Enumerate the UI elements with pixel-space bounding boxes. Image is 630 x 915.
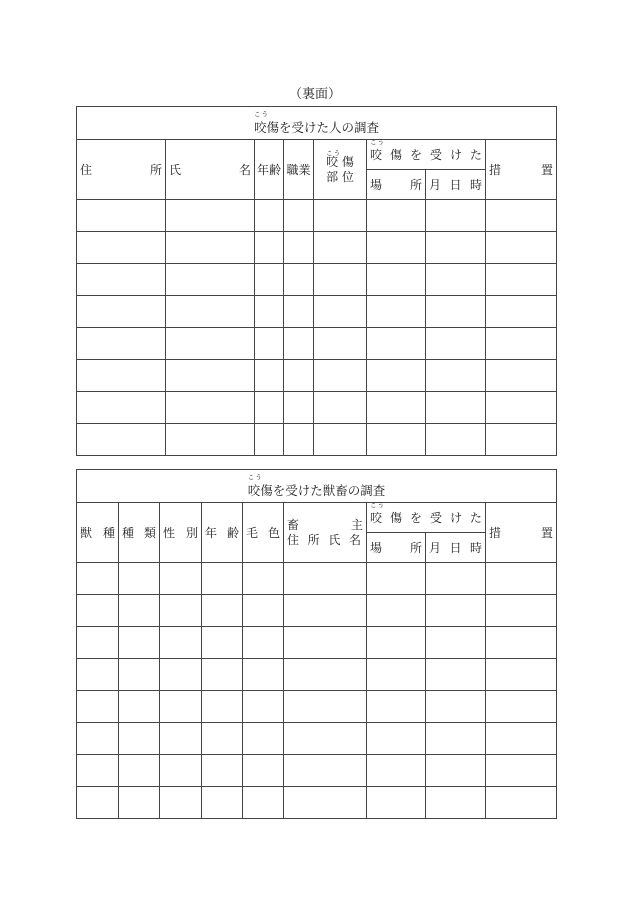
blank-cell[interactable] [486, 755, 557, 787]
blank-cell[interactable] [166, 232, 255, 264]
blank-cell[interactable] [243, 563, 284, 595]
header-owner: 畜 主 住 所 氏 名 [284, 503, 367, 563]
blank-cell[interactable] [426, 424, 486, 456]
blank-cell[interactable] [166, 328, 255, 360]
table-row [77, 563, 557, 595]
blank-cell[interactable] [367, 787, 426, 819]
blank-cell[interactable] [202, 755, 243, 787]
header-age: 年 齢 [202, 503, 243, 563]
blank-cell[interactable] [166, 200, 255, 232]
blank-cell[interactable] [160, 755, 202, 787]
caption-text: 咬傷を受けた獣畜の調査 [247, 483, 386, 498]
blank-cell[interactable] [166, 392, 255, 424]
blank-cell[interactable] [160, 691, 202, 723]
blank-cell[interactable] [426, 627, 486, 659]
blank-cell[interactable] [243, 659, 284, 691]
blank-cell[interactable] [314, 200, 367, 232]
blank-cell[interactable] [426, 723, 486, 755]
blank-cell[interactable] [426, 787, 486, 819]
blank-cell[interactable] [426, 200, 486, 232]
table-row [77, 296, 557, 328]
header-datetime: 月 日 時 [426, 533, 486, 563]
blank-cell[interactable] [77, 424, 166, 456]
table-row [77, 787, 557, 819]
animal-table-caption [77, 470, 557, 503]
header-name: 氏 名 [166, 140, 255, 200]
blank-cell[interactable] [367, 200, 426, 232]
header-bite-part: こう 咬 傷 部 位 [314, 140, 367, 200]
blank-cell[interactable] [202, 659, 243, 691]
blank-cell[interactable] [77, 595, 119, 627]
blank-cell[interactable] [255, 264, 284, 296]
blank-cell[interactable] [243, 755, 284, 787]
blank-cell[interactable] [77, 563, 119, 595]
blank-cell[interactable] [486, 392, 557, 424]
blank-cell[interactable] [255, 328, 284, 360]
blank-cell[interactable] [367, 723, 426, 755]
blank-cell[interactable] [160, 595, 202, 627]
caption-text: 咬傷を受けた人の調査 [253, 120, 379, 135]
blank-cell[interactable] [367, 296, 426, 328]
blank-cell[interactable] [284, 755, 367, 787]
blank-cell[interactable] [486, 691, 557, 723]
blank-cell[interactable] [426, 264, 486, 296]
blank-cell[interactable] [367, 360, 426, 392]
blank-cell[interactable] [255, 200, 284, 232]
blank-cell[interactable] [160, 563, 202, 595]
blank-cell[interactable] [486, 627, 557, 659]
blank-cell[interactable] [426, 595, 486, 627]
blank-cell[interactable] [284, 296, 314, 328]
table-row [77, 595, 557, 627]
blank-cell[interactable] [77, 392, 166, 424]
header-place: 場 所 [367, 533, 426, 563]
blank-cell[interactable] [243, 691, 284, 723]
page-title: （裏面） [288, 87, 341, 102]
blank-cell[interactable] [160, 787, 202, 819]
blank-cell[interactable] [284, 627, 367, 659]
blank-cell[interactable] [160, 723, 202, 755]
header-measures: 措 置 [486, 503, 557, 563]
blank-cell[interactable] [486, 264, 557, 296]
blank-cell[interactable] [77, 787, 119, 819]
blank-cell[interactable] [77, 200, 166, 232]
blank-cell[interactable] [243, 627, 284, 659]
blank-cell[interactable] [426, 296, 486, 328]
header-coat-color: 毛 色 [243, 503, 284, 563]
table-row [77, 627, 557, 659]
blank-cell[interactable] [284, 200, 314, 232]
header-occupation: 職業 [284, 140, 314, 200]
blank-cell[interactable] [284, 723, 367, 755]
animal-bite-survey-table [76, 469, 557, 819]
table-row [77, 360, 557, 392]
blank-cell[interactable] [202, 691, 243, 723]
blank-cell[interactable] [486, 723, 557, 755]
blank-cell[interactable] [77, 627, 119, 659]
blank-cell[interactable] [426, 755, 486, 787]
blank-cell[interactable] [202, 627, 243, 659]
table-row [77, 659, 557, 691]
blank-cell[interactable] [119, 755, 160, 787]
header-breed: 種 類 [119, 503, 160, 563]
blank-cell[interactable] [119, 627, 160, 659]
blank-cell[interactable] [284, 360, 314, 392]
table-row [77, 328, 557, 360]
blank-cell[interactable] [166, 264, 255, 296]
blank-cell[interactable] [314, 328, 367, 360]
blank-cell[interactable] [486, 232, 557, 264]
blank-cell[interactable] [77, 659, 119, 691]
blank-cell[interactable] [367, 392, 426, 424]
header-animal-kind: 獣 種 [77, 503, 119, 563]
blank-cell[interactable] [426, 232, 486, 264]
blank-cell[interactable] [314, 392, 367, 424]
blank-cell[interactable] [426, 691, 486, 723]
blank-cell[interactable] [284, 691, 367, 723]
header-place: 場 所 [367, 170, 426, 200]
blank-cell[interactable] [255, 392, 284, 424]
blank-cell[interactable] [160, 627, 202, 659]
blank-cell[interactable] [77, 360, 166, 392]
blank-cell[interactable] [426, 328, 486, 360]
blank-cell[interactable] [426, 392, 486, 424]
blank-cell[interactable] [202, 723, 243, 755]
table-row [77, 232, 557, 264]
blank-cell[interactable] [367, 627, 426, 659]
blank-cell[interactable] [367, 595, 426, 627]
blank-cell[interactable] [486, 595, 557, 627]
blank-cell[interactable] [119, 659, 160, 691]
blank-cell[interactable] [160, 659, 202, 691]
blank-cell[interactable] [77, 296, 166, 328]
blank-cell[interactable] [426, 563, 486, 595]
blank-cell[interactable] [243, 595, 284, 627]
blank-cell[interactable] [314, 424, 367, 456]
blank-cell[interactable] [367, 691, 426, 723]
blank-cell[interactable] [486, 328, 557, 360]
blank-cell[interactable] [367, 659, 426, 691]
blank-cell[interactable] [202, 787, 243, 819]
blank-cell[interactable] [284, 232, 314, 264]
blank-cell[interactable] [314, 296, 367, 328]
blank-cell[interactable] [119, 563, 160, 595]
header-address: 住 所 [77, 140, 166, 200]
blank-cell[interactable] [284, 424, 314, 456]
blank-cell[interactable] [314, 360, 367, 392]
blank-cell[interactable] [166, 360, 255, 392]
blank-cell[interactable] [486, 659, 557, 691]
blank-cell[interactable] [486, 200, 557, 232]
header-bitten-group: こう 咬 傷 を 受 け た [367, 140, 486, 170]
blank-cell[interactable] [367, 424, 426, 456]
table-row [77, 691, 557, 723]
caption-ruby: こう [247, 473, 263, 481]
caption-ruby: こう [253, 110, 269, 118]
blank-cell[interactable] [367, 232, 426, 264]
blank-cell[interactable] [284, 392, 314, 424]
header-measures: 措 置 [486, 140, 557, 200]
blank-cell[interactable] [284, 787, 367, 819]
blank-cell[interactable] [255, 232, 284, 264]
table-row [77, 755, 557, 787]
blank-cell[interactable] [367, 563, 426, 595]
blank-cell[interactable] [166, 424, 255, 456]
table-row [77, 723, 557, 755]
table-row [77, 200, 557, 232]
blank-cell[interactable] [284, 595, 367, 627]
blank-cell[interactable] [77, 232, 166, 264]
blank-cell[interactable] [243, 723, 284, 755]
blank-cell[interactable] [77, 755, 119, 787]
blank-cell[interactable] [255, 424, 284, 456]
blank-cell[interactable] [367, 755, 426, 787]
blank-cell[interactable] [486, 563, 557, 595]
blank-cell[interactable] [284, 659, 367, 691]
header-sex: 性 別 [160, 503, 202, 563]
table-row [77, 264, 557, 296]
blank-cell[interactable] [367, 328, 426, 360]
blank-cell[interactable] [243, 787, 284, 819]
blank-cell[interactable] [426, 659, 486, 691]
blank-cell[interactable] [77, 691, 119, 723]
table-row [77, 424, 557, 456]
header-bitten-group: こう 咬 傷 を 受 け た [367, 503, 486, 533]
blank-cell[interactable] [284, 328, 314, 360]
blank-cell[interactable] [202, 563, 243, 595]
blank-cell[interactable] [119, 787, 160, 819]
blank-cell[interactable] [202, 595, 243, 627]
blank-cell[interactable] [486, 360, 557, 392]
blank-cell[interactable] [284, 264, 314, 296]
blank-cell[interactable] [486, 296, 557, 328]
blank-cell[interactable] [166, 296, 255, 328]
blank-cell[interactable] [367, 264, 426, 296]
blank-cell[interactable] [255, 360, 284, 392]
human-table-caption [77, 107, 557, 140]
header-age: 年齢 [255, 140, 284, 200]
blank-cell[interactable] [77, 723, 119, 755]
table-row [77, 392, 557, 424]
blank-cell[interactable] [486, 787, 557, 819]
human-bite-survey-table [76, 106, 557, 456]
header-datetime: 月 日 時 [426, 170, 486, 200]
blank-cell[interactable] [119, 691, 160, 723]
blank-cell[interactable] [255, 296, 284, 328]
blank-cell[interactable] [314, 264, 367, 296]
blank-cell[interactable] [119, 595, 160, 627]
blank-cell[interactable] [486, 424, 557, 456]
blank-cell[interactable] [77, 328, 166, 360]
blank-cell[interactable] [284, 563, 367, 595]
blank-cell[interactable] [77, 264, 166, 296]
blank-cell[interactable] [426, 360, 486, 392]
blank-cell[interactable] [314, 232, 367, 264]
blank-cell[interactable] [119, 723, 160, 755]
